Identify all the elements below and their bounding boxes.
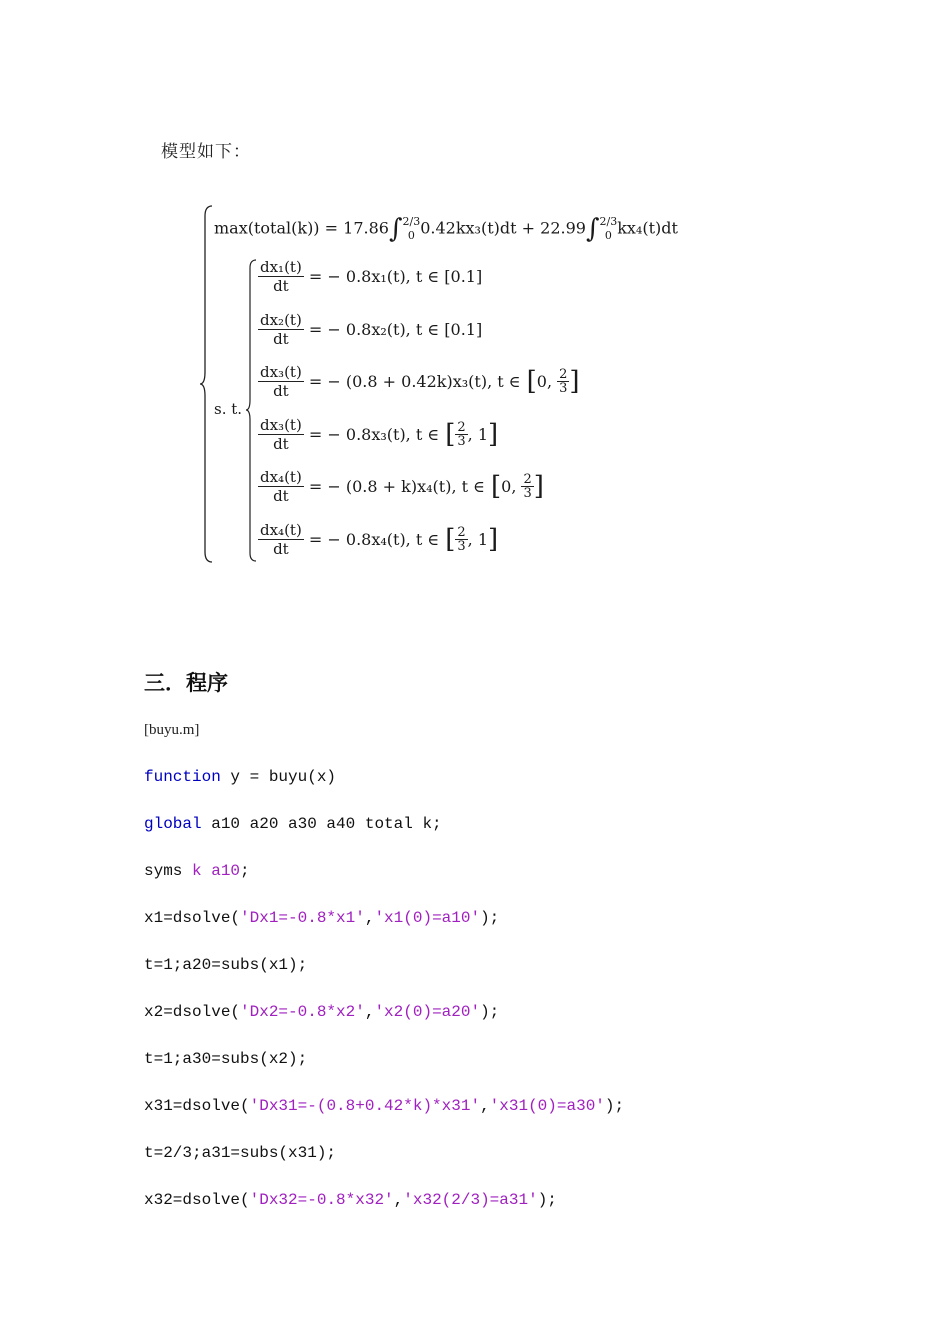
- code-line: [144, 1191, 557, 1209]
- constraint-rhs: = − 0.8x₃(t), t ∈: [303, 424, 440, 444]
- code-line: [144, 909, 499, 927]
- interval: [0, $\frac{2}{3}$ ]: [490, 471, 544, 502]
- code-text: );: [480, 909, 500, 927]
- code-text: x32=dsolve(: [144, 1191, 250, 1209]
- integral-upper: 2/3: [402, 215, 421, 228]
- code-text: ,: [480, 1097, 490, 1115]
- code-text: x1=dsolve(: [144, 909, 241, 927]
- constraint-row: [258, 311, 482, 348]
- fraction-denominator: dt: [273, 329, 289, 348]
- code-string: 'x31(0)=a30': [489, 1097, 605, 1115]
- code-line: [144, 1003, 499, 1021]
- fraction-numerator: dx₂(t): [260, 310, 302, 329]
- fraction-denominator: dt: [273, 539, 289, 558]
- code-keyword: global: [144, 815, 202, 833]
- fraction-numerator: dx₄(t): [260, 468, 302, 486]
- code-keyword: function: [144, 768, 221, 786]
- fraction-numerator: dx₄(t): [260, 520, 302, 539]
- code-string: k a10: [192, 862, 241, 880]
- fraction-denominator: dt: [273, 434, 289, 453]
- code-line: [144, 1144, 336, 1162]
- plus-sign: +: [521, 218, 536, 238]
- outer-brace: [200, 204, 214, 564]
- file-name: [buyu.m]: [144, 722, 200, 738]
- code-text: x2=dsolve(: [144, 1003, 241, 1021]
- code-text: ;: [240, 862, 250, 880]
- code-string: 'Dx32=-0.8*x32': [249, 1191, 394, 1209]
- constraint-rhs: = − 0.8x₁(t), t ∈ [0.1]: [303, 267, 483, 286]
- code-string: 'Dx1=-0.8*x1': [240, 909, 365, 927]
- constraint-row: [258, 258, 482, 295]
- code-string: 'Dx31=-(0.8+0.42*k)*x31': [249, 1097, 481, 1115]
- derivative-fraction: [258, 521, 304, 558]
- st-label: s. t.: [214, 400, 243, 418]
- objective-lhs: max(total(k)): [214, 218, 320, 238]
- code-text: t=1;a30=subs(x2);: [144, 1050, 308, 1068]
- derivative-fraction: [258, 363, 304, 400]
- integrand-1: 0.42kx₃(t)dt: [420, 218, 517, 238]
- interval: [ $\frac{2}{3}$ , 1]: [445, 524, 499, 554]
- code-text: ,: [393, 1191, 404, 1209]
- code-string: 'x32(2/3)=a31': [403, 1191, 538, 1209]
- constraint-rhs: = − 0.8x₄(t), t ∈: [303, 529, 440, 549]
- constraint-row: [258, 468, 544, 505]
- objective-eq: =: [324, 218, 339, 238]
- integral-lower: 0: [407, 229, 415, 242]
- fraction-numerator: dx₃(t): [260, 415, 302, 434]
- constraint-rhs: = − (0.8 + 0.42k)x₃(t), t ∈: [303, 372, 521, 391]
- constraint-rhs: = − 0.8x₂(t), t ∈ [0.1]: [303, 319, 483, 339]
- integral-lower-2: 0: [604, 229, 612, 242]
- derivative-fraction: [258, 258, 304, 295]
- interval: [ $\frac{2}{3}$ , 1]: [445, 419, 499, 449]
- derivative-fraction: [258, 416, 304, 453]
- code-text: );: [480, 1003, 500, 1021]
- fraction-denominator: dt: [273, 277, 289, 295]
- code-line: [144, 815, 442, 833]
- code-line: [144, 1050, 307, 1068]
- code-text: );: [604, 1097, 625, 1115]
- constraint-row: [258, 521, 498, 558]
- code-text: x31=dsolve(: [144, 1097, 250, 1115]
- code-string: 'x1(0)=a10': [374, 909, 481, 927]
- code-line: [144, 1097, 624, 1115]
- constraint-row: [258, 363, 580, 400]
- code-text: y = buyu(x): [220, 768, 337, 786]
- fraction-numerator: dx₁(t): [260, 258, 302, 276]
- fraction-denominator: dt: [273, 487, 289, 505]
- constraint-rhs: = − (0.8 + k)x₄(t), t ∈: [303, 477, 485, 496]
- integral-sign: ∫: [388, 214, 403, 244]
- code-line: [144, 862, 250, 880]
- coef-1: 17.86: [343, 218, 389, 238]
- fraction-denominator: dt: [273, 382, 289, 400]
- code-text: ,: [364, 909, 375, 927]
- code-line: [144, 956, 307, 974]
- coef-2: 22.99: [540, 218, 586, 238]
- code-line: [144, 768, 336, 786]
- code-text: ,: [364, 1003, 375, 1021]
- math-model: [200, 200, 740, 565]
- intro-text: 模型如下：: [161, 142, 251, 162]
- code-string: 'Dx2=-0.8*x2': [240, 1003, 365, 1021]
- code-string: 'x2(0)=a20': [374, 1003, 481, 1021]
- integral-upper-2: 2/3: [599, 215, 618, 228]
- integral-sign-2: ∫: [585, 214, 600, 244]
- section-heading: 三．程序: [144, 671, 228, 695]
- code-text: t=2/3;a31=subs(x31);: [144, 1144, 337, 1162]
- constraint-row: [258, 416, 498, 453]
- derivative-fraction: [258, 311, 304, 348]
- interval: [0, $\frac{2}{3}$ ]: [526, 366, 580, 397]
- fraction-numerator: dx₃(t): [260, 363, 302, 381]
- code-text: t=1;a20=subs(x1);: [144, 956, 308, 974]
- integrand-2: kx₄(t)dt: [617, 218, 678, 238]
- objective-line: [214, 214, 678, 244]
- code-text: );: [537, 1191, 557, 1209]
- code-text: a10 a20 a30 a40 total k;: [201, 815, 442, 833]
- inner-brace: [246, 258, 258, 563]
- derivative-fraction: [258, 468, 304, 505]
- code-text: syms: [144, 862, 193, 880]
